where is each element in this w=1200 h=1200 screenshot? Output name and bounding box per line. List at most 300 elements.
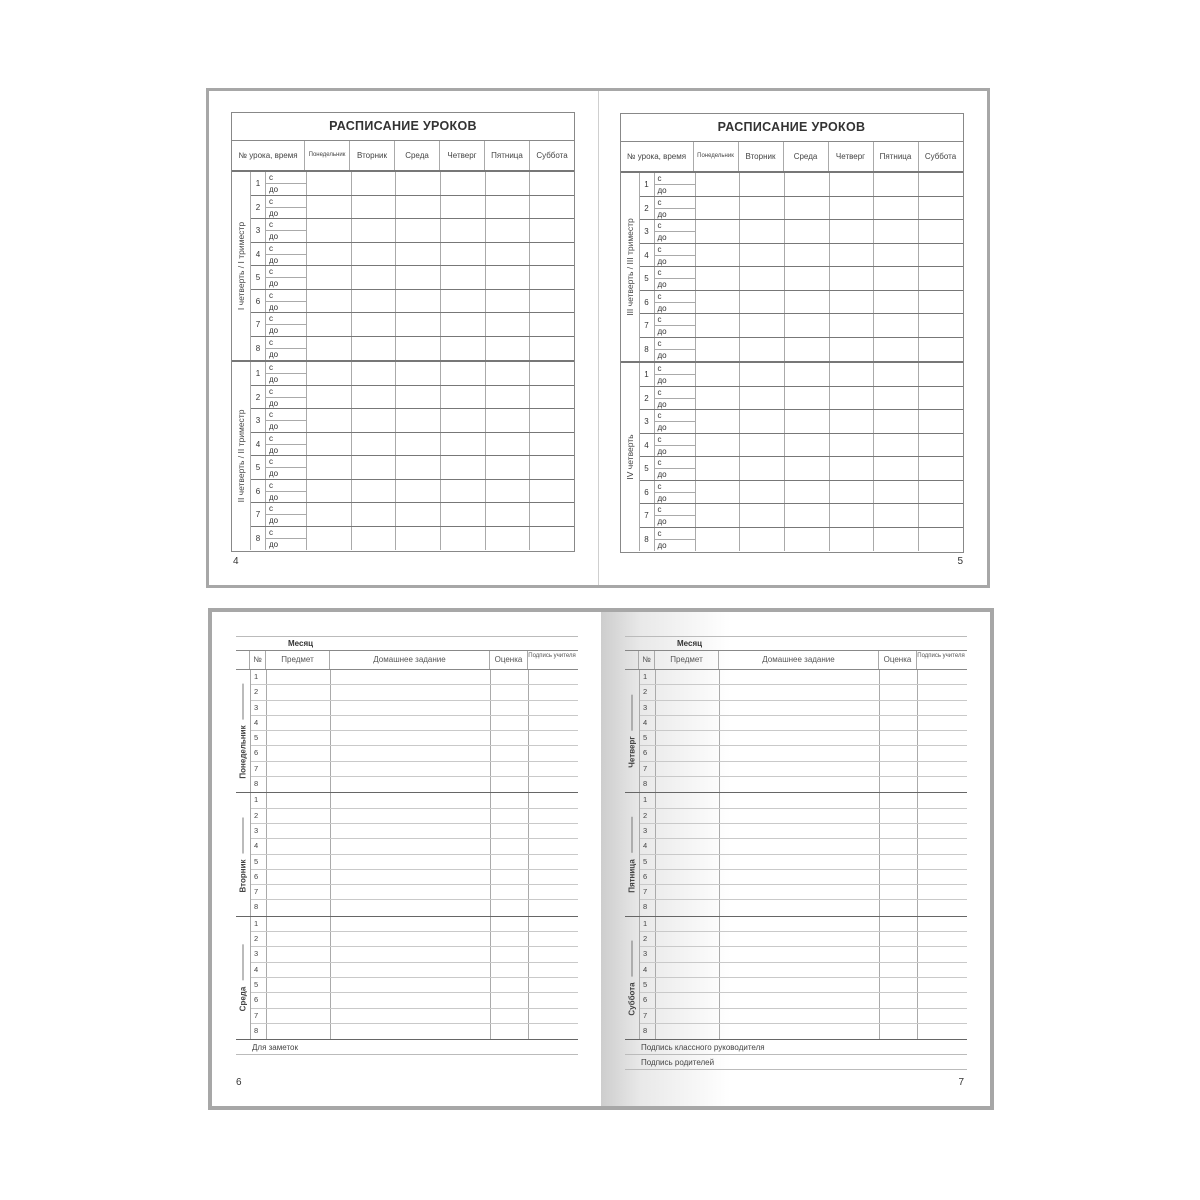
lesson-row xyxy=(640,244,963,268)
homework-cell xyxy=(331,793,491,807)
homework-cell xyxy=(720,839,880,853)
schedule-table-left xyxy=(231,112,575,552)
diary-row xyxy=(251,731,578,746)
signature-cell xyxy=(918,670,966,684)
lesson-cell xyxy=(830,457,875,480)
grade-cell xyxy=(491,701,529,715)
signature-cell xyxy=(529,885,577,899)
signature-cell xyxy=(918,777,966,792)
grade-cell xyxy=(491,917,529,931)
lesson-number: 7 xyxy=(640,504,655,527)
header-day: Среда xyxy=(395,141,440,170)
time-to: до xyxy=(269,539,279,549)
grade-cell xyxy=(880,917,918,931)
lesson-number: 2 xyxy=(251,386,266,409)
row-number: 6 xyxy=(640,870,656,884)
grade-cell xyxy=(491,793,529,807)
lesson-cell xyxy=(740,220,785,243)
diary-row xyxy=(251,685,578,700)
row-number: 6 xyxy=(251,746,267,760)
lesson-cell xyxy=(530,503,574,526)
subject-cell xyxy=(656,900,720,915)
row-number: 5 xyxy=(251,855,267,869)
grade-cell xyxy=(880,716,918,730)
lesson-row xyxy=(251,196,574,220)
month-label: Месяц xyxy=(625,636,967,650)
lesson-cell xyxy=(919,267,963,290)
lesson-cell xyxy=(530,527,574,551)
homework-cell xyxy=(331,900,491,915)
signature-cell xyxy=(918,809,966,823)
diary-row xyxy=(640,963,967,978)
header-day-spacer xyxy=(236,651,250,669)
page-6 xyxy=(212,612,601,1106)
lesson-row xyxy=(251,480,574,504)
page-7 xyxy=(601,612,990,1106)
diary-header xyxy=(625,650,967,670)
grade-cell xyxy=(491,870,529,884)
homework-cell xyxy=(720,670,880,684)
homework-cell xyxy=(720,777,880,792)
day-label-text: Среда xyxy=(239,945,248,1012)
grade-cell xyxy=(491,885,529,899)
lesson-number: 4 xyxy=(251,433,266,456)
time-to: до xyxy=(657,423,667,432)
lesson-cell xyxy=(396,433,441,456)
homework-cell xyxy=(331,839,491,853)
diary-row xyxy=(640,777,967,792)
diary-row xyxy=(640,1024,967,1039)
row-number: 2 xyxy=(251,932,267,946)
subject-cell xyxy=(656,824,720,838)
term-label xyxy=(621,363,640,551)
subject-cell xyxy=(267,839,331,853)
grade-cell xyxy=(491,777,529,792)
homework-cell xyxy=(331,809,491,823)
subject-cell xyxy=(656,947,720,961)
lesson-cell xyxy=(352,337,397,361)
lesson-cell xyxy=(919,363,963,386)
lesson-cell xyxy=(830,338,875,362)
lesson-number: 8 xyxy=(640,528,655,552)
lesson-cell xyxy=(396,456,441,479)
lesson-cell xyxy=(830,291,875,314)
signature-cell xyxy=(529,855,577,869)
lesson-cell xyxy=(740,314,785,337)
homework-cell xyxy=(720,963,880,977)
lesson-cell xyxy=(919,457,963,480)
lesson-cell xyxy=(530,243,574,266)
lesson-cell xyxy=(396,196,441,219)
lesson-cell xyxy=(919,504,963,527)
homework-cell xyxy=(331,885,491,899)
diary-row xyxy=(640,701,967,716)
subject-cell xyxy=(267,870,331,884)
lesson-cell xyxy=(785,481,830,504)
lesson-cell xyxy=(530,172,574,195)
lesson-number: 1 xyxy=(251,172,266,195)
row-number: 1 xyxy=(251,670,267,684)
diary-row xyxy=(251,917,578,932)
signature-cell xyxy=(529,824,577,838)
lesson-cell xyxy=(696,410,741,433)
lesson-cell xyxy=(874,197,919,220)
header-day: Четверг xyxy=(829,142,874,171)
time-from: с xyxy=(266,409,306,421)
notes-line: Для заметок xyxy=(236,1040,578,1055)
diary-spread xyxy=(208,608,994,1110)
diary-row xyxy=(251,900,578,915)
diary-row xyxy=(640,885,967,900)
header-lesson-time: № урока, время xyxy=(621,142,694,171)
row-number: 7 xyxy=(640,762,656,776)
grade-cell xyxy=(880,885,918,899)
lesson-cell xyxy=(919,291,963,314)
lesson-cell xyxy=(307,243,352,266)
grade-cell xyxy=(880,870,918,884)
lesson-cell xyxy=(830,173,875,196)
lesson-cell xyxy=(530,219,574,242)
grade-cell xyxy=(880,793,918,807)
lesson-cell xyxy=(396,243,441,266)
homework-cell xyxy=(720,731,880,745)
grade-cell xyxy=(491,993,529,1007)
lesson-number: 5 xyxy=(251,266,266,289)
lesson-cell xyxy=(486,456,531,479)
time-from: с xyxy=(655,481,695,493)
lesson-cell xyxy=(785,267,830,290)
diary-row xyxy=(640,670,967,685)
page-5 xyxy=(599,91,988,585)
lesson-time xyxy=(266,527,307,551)
time-to: до xyxy=(269,232,279,241)
diary-row xyxy=(640,793,967,808)
lesson-cell xyxy=(441,386,486,409)
lesson-cell xyxy=(352,313,397,336)
signature-cell xyxy=(918,685,966,699)
lesson-cell xyxy=(919,528,963,552)
lesson-row xyxy=(251,266,574,290)
time-to: до xyxy=(269,349,279,359)
row-number: 8 xyxy=(640,1024,656,1039)
diary-row xyxy=(251,716,578,731)
lesson-time xyxy=(655,457,696,480)
lesson-cell xyxy=(307,503,352,526)
row-number: 7 xyxy=(251,1009,267,1023)
diary-row xyxy=(251,963,578,978)
lesson-time xyxy=(266,433,307,456)
lesson-row xyxy=(251,313,574,337)
lesson-cell xyxy=(307,386,352,409)
lesson-cell xyxy=(486,433,531,456)
signature-cell xyxy=(918,947,966,961)
diary-row xyxy=(640,824,967,839)
subject-cell xyxy=(656,993,720,1007)
lesson-cell xyxy=(486,290,531,313)
subject-cell xyxy=(267,824,331,838)
homework-cell xyxy=(331,993,491,1007)
grade-cell xyxy=(880,947,918,961)
class-teacher-signature-line: Подпись классного руководителя xyxy=(625,1040,967,1055)
lesson-cell xyxy=(396,172,441,195)
homework-cell xyxy=(331,947,491,961)
lesson-row xyxy=(640,528,963,552)
lesson-time xyxy=(655,173,696,196)
lesson-cell xyxy=(740,481,785,504)
signature-cell xyxy=(529,793,577,807)
subject-cell xyxy=(656,701,720,715)
lesson-cell xyxy=(874,504,919,527)
grade-cell xyxy=(491,809,529,823)
lesson-time xyxy=(266,266,307,289)
signature-cell xyxy=(918,885,966,899)
lesson-cell xyxy=(696,314,741,337)
day-label-text: Четверг xyxy=(628,695,637,768)
lesson-cell xyxy=(352,243,397,266)
time-from: с xyxy=(655,244,695,256)
lesson-cell xyxy=(830,244,875,267)
lesson-cell xyxy=(396,362,441,385)
grade-cell xyxy=(880,900,918,915)
grade-cell xyxy=(491,824,529,838)
term-block xyxy=(621,173,963,363)
grade-cell xyxy=(880,809,918,823)
lesson-cell xyxy=(307,433,352,456)
lesson-cell xyxy=(352,480,397,503)
time-from: с xyxy=(266,456,306,468)
lesson-cell xyxy=(740,434,785,457)
homework-cell xyxy=(331,917,491,931)
lesson-time xyxy=(655,267,696,290)
diary-row xyxy=(640,809,967,824)
subject-cell xyxy=(656,839,720,853)
lesson-row xyxy=(251,527,574,551)
time-from: с xyxy=(266,386,306,398)
time-to: до xyxy=(657,186,667,195)
day-rows xyxy=(251,793,578,915)
term-label-text: I четверть / I триместр xyxy=(236,221,246,311)
lesson-row xyxy=(640,338,963,362)
lesson-cell xyxy=(530,433,574,456)
lesson-row xyxy=(640,504,963,528)
time-to: до xyxy=(269,302,279,312)
subject-cell xyxy=(267,762,331,776)
time-to: до xyxy=(657,256,667,266)
lesson-cell xyxy=(307,337,352,361)
signature-cell xyxy=(918,855,966,869)
schedule-spread xyxy=(206,88,990,588)
time-from: с xyxy=(266,172,306,184)
diary-row xyxy=(640,1009,967,1024)
diary-row xyxy=(251,777,578,792)
diary-row xyxy=(251,824,578,839)
lesson-row xyxy=(640,363,963,387)
lesson-cell xyxy=(486,503,531,526)
diary-row xyxy=(640,947,967,962)
lesson-cell xyxy=(530,266,574,289)
lesson-cell xyxy=(441,172,486,195)
time-to: до xyxy=(657,493,667,503)
row-number: 1 xyxy=(640,793,656,807)
header-day: Суббота xyxy=(536,151,568,160)
day-rows xyxy=(251,670,578,792)
header-day: Четверг xyxy=(440,141,485,170)
row-number: 4 xyxy=(251,963,267,977)
subject-cell xyxy=(656,917,720,931)
row-number: 4 xyxy=(251,839,267,853)
grade-cell xyxy=(880,932,918,946)
header-day: Пятница xyxy=(874,142,919,171)
lesson-number: 2 xyxy=(640,387,655,410)
time-from: с xyxy=(655,338,695,350)
day-group xyxy=(236,917,578,1040)
lesson-cell xyxy=(874,434,919,457)
homework-cell xyxy=(331,870,491,884)
lesson-cell xyxy=(830,197,875,220)
lesson-cell xyxy=(486,527,531,551)
time-from: с xyxy=(655,197,695,209)
row-number: 7 xyxy=(640,1009,656,1023)
lesson-time xyxy=(266,172,307,195)
diary-row xyxy=(251,855,578,870)
header-day-spacer xyxy=(625,651,639,669)
lesson-time xyxy=(266,386,307,409)
signature-cell xyxy=(529,762,577,776)
signature-cell xyxy=(918,1009,966,1023)
lesson-row xyxy=(251,409,574,433)
lesson-row xyxy=(640,387,963,411)
lesson-number: 6 xyxy=(251,290,266,313)
term-rows xyxy=(251,172,574,360)
row-number: 2 xyxy=(640,685,656,699)
diary-row xyxy=(251,701,578,716)
signature-cell xyxy=(918,701,966,715)
header-day: Среда xyxy=(784,142,829,171)
lesson-number: 4 xyxy=(640,244,655,267)
grade-cell xyxy=(491,716,529,730)
header-number: № xyxy=(250,651,266,669)
lesson-cell xyxy=(486,337,531,361)
lesson-cell xyxy=(919,481,963,504)
signature-cell xyxy=(529,746,577,760)
lesson-cell xyxy=(530,480,574,503)
homework-cell xyxy=(331,670,491,684)
diary-row xyxy=(251,670,578,685)
header-day: Понедельник xyxy=(694,142,739,171)
homework-cell xyxy=(331,932,491,946)
row-number: 1 xyxy=(251,793,267,807)
lesson-time xyxy=(266,456,307,479)
day-group xyxy=(236,793,578,916)
lesson-cell xyxy=(307,409,352,432)
header-homework: Домашнее задание xyxy=(330,651,490,669)
header-day: Понедельник xyxy=(305,141,350,170)
subject-cell xyxy=(656,777,720,792)
header-subject: Предмет xyxy=(655,651,719,669)
row-number: 8 xyxy=(251,777,267,792)
lesson-cell xyxy=(352,527,397,551)
lesson-cell xyxy=(696,267,741,290)
grade-cell xyxy=(491,947,529,961)
row-number: 3 xyxy=(251,701,267,715)
time-to: до xyxy=(269,326,279,335)
lesson-row xyxy=(251,386,574,410)
signature-cell xyxy=(918,839,966,853)
time-from: с xyxy=(266,219,306,231)
lesson-cell xyxy=(307,219,352,242)
lesson-number: 7 xyxy=(251,313,266,336)
time-to: до xyxy=(657,517,667,526)
homework-cell xyxy=(720,855,880,869)
diary-row xyxy=(640,746,967,761)
subject-cell xyxy=(656,670,720,684)
page-number: 7 xyxy=(958,1077,964,1088)
diary-row xyxy=(640,900,967,915)
lesson-time xyxy=(655,481,696,504)
homework-cell xyxy=(331,716,491,730)
lesson-cell xyxy=(785,291,830,314)
time-from: с xyxy=(655,387,695,399)
lesson-number: 7 xyxy=(251,503,266,526)
lesson-row xyxy=(640,314,963,338)
lesson-cell xyxy=(830,220,875,243)
lesson-cell xyxy=(307,290,352,313)
lesson-cell xyxy=(740,504,785,527)
lesson-cell xyxy=(441,337,486,361)
subject-cell xyxy=(267,777,331,792)
homework-cell xyxy=(331,777,491,792)
lesson-number: 2 xyxy=(640,197,655,220)
homework-cell xyxy=(720,900,880,915)
header-signature: Подпись учителя xyxy=(528,653,576,659)
row-number: 3 xyxy=(640,701,656,715)
lesson-cell xyxy=(441,196,486,219)
subject-cell xyxy=(267,885,331,899)
time-to: до xyxy=(657,540,667,550)
signature-cell xyxy=(529,932,577,946)
homework-cell xyxy=(331,762,491,776)
grade-cell xyxy=(491,1009,529,1023)
signature-cell xyxy=(529,993,577,1007)
lesson-number: 4 xyxy=(640,434,655,457)
lesson-number: 4 xyxy=(251,243,266,266)
lesson-time xyxy=(266,503,307,526)
row-number: 7 xyxy=(640,885,656,899)
lesson-row xyxy=(640,410,963,434)
homework-cell xyxy=(720,1024,880,1039)
lesson-number: 2 xyxy=(251,196,266,219)
diary-row xyxy=(251,993,578,1008)
lesson-cell xyxy=(486,409,531,432)
lesson-cell xyxy=(441,243,486,266)
diary-row xyxy=(640,917,967,932)
lesson-cell xyxy=(530,409,574,432)
time-to: до xyxy=(269,469,279,478)
lesson-time xyxy=(655,410,696,433)
lesson-cell xyxy=(740,528,785,552)
lesson-cell xyxy=(352,362,397,385)
lesson-time xyxy=(266,243,307,266)
lesson-cell xyxy=(785,504,830,527)
day-rows xyxy=(640,917,967,1039)
grade-cell xyxy=(880,670,918,684)
lesson-cell xyxy=(396,337,441,361)
lesson-cell xyxy=(740,173,785,196)
diary-header xyxy=(236,650,578,670)
lesson-cell xyxy=(919,220,963,243)
grade-cell xyxy=(880,978,918,992)
subject-cell xyxy=(656,731,720,745)
